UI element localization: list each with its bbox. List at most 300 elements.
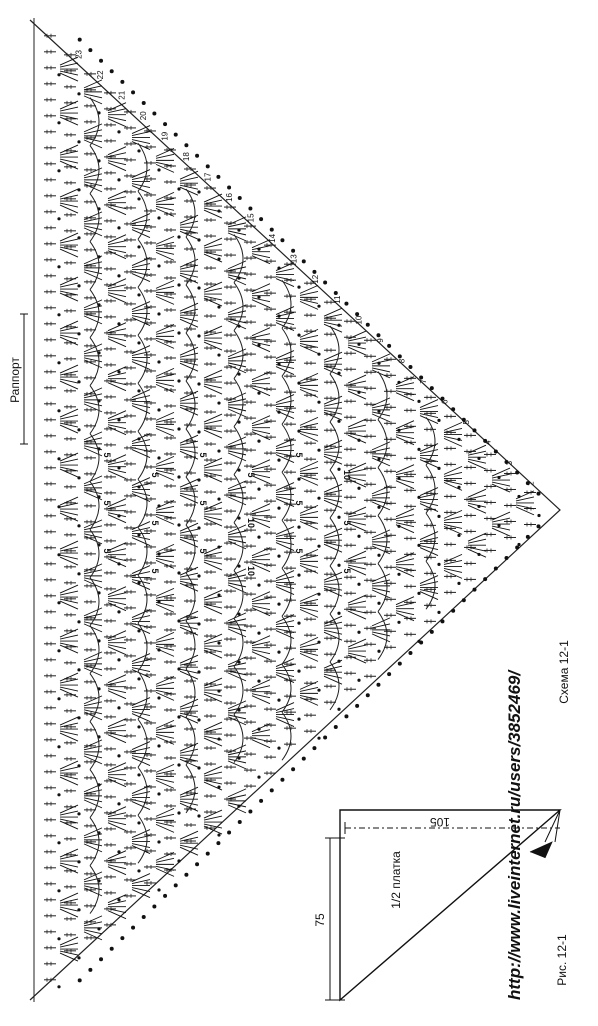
stitch-symbol <box>144 769 156 773</box>
stitch-symbol <box>64 709 81 720</box>
stitch-symbol <box>204 714 216 718</box>
shell-cluster <box>300 285 318 309</box>
stitch-symbol <box>164 788 176 792</box>
shell-cluster <box>348 595 366 619</box>
stitch-symbol <box>404 536 421 547</box>
chain-arch <box>186 429 195 477</box>
stitch-symbol <box>104 619 116 623</box>
shell-cluster <box>156 280 174 304</box>
edge-chain-dot <box>174 883 178 887</box>
stitch-symbol <box>304 441 321 452</box>
stitch-symbol <box>104 507 121 518</box>
row-number: 15 <box>246 213 256 223</box>
edge-chain-dot <box>248 207 252 211</box>
shell-cluster <box>60 321 78 345</box>
stitch-symbol <box>104 187 116 191</box>
stitch-symbol <box>104 267 121 278</box>
stitch-symbol <box>164 484 176 488</box>
stitch-symbol <box>104 699 121 710</box>
edge-chain-dot <box>174 133 178 137</box>
stitch-symbol <box>424 475 436 479</box>
edge-chain-dot <box>472 428 476 432</box>
edge-chain-dot <box>334 291 338 295</box>
repeat-marker <box>8 314 28 444</box>
stitch-symbol <box>244 768 261 779</box>
stitch-symbol <box>44 738 61 749</box>
edge-chain-dot <box>238 196 242 200</box>
stitch-symbol <box>44 626 56 630</box>
row-number: 11 <box>332 295 342 304</box>
stitch-symbol <box>104 363 121 374</box>
edge-chain-dot <box>302 757 306 761</box>
stitch-symbol <box>104 747 121 758</box>
stitch-symbol <box>64 581 76 585</box>
shell-cluster <box>156 412 174 436</box>
edge-chain-dot <box>483 577 487 581</box>
stitch-symbol <box>224 733 236 737</box>
stitch-symbol <box>304 665 316 669</box>
stitch-symbol <box>164 836 176 840</box>
stitch-symbol <box>384 437 396 441</box>
stitch-symbol <box>164 660 181 671</box>
stitch-symbol <box>44 898 56 902</box>
stitch-symbol <box>44 610 56 614</box>
edge-chain-dot <box>312 270 316 274</box>
stitch-symbol <box>104 123 121 134</box>
stitch-symbol <box>224 269 241 280</box>
stitch-symbol <box>204 442 221 453</box>
stitch-symbol <box>164 564 181 575</box>
edge-chain-dot <box>110 947 114 951</box>
stitch-symbol <box>264 323 276 327</box>
stitch-symbol <box>104 587 116 591</box>
chain-count-label: 5 <box>198 548 208 554</box>
chain-arch <box>186 717 195 765</box>
shell-cluster <box>132 610 150 634</box>
stitch-symbol <box>244 464 256 468</box>
stitch-symbol <box>304 489 321 500</box>
stitch-symbol <box>104 827 116 831</box>
stitch-symbol <box>104 347 116 351</box>
chain-arch <box>426 561 435 609</box>
stitch-symbol <box>104 523 116 527</box>
stitch-symbol <box>44 194 56 198</box>
stitch-symbol <box>104 139 116 143</box>
stitch-symbol <box>224 781 236 785</box>
edge-chain-dot <box>259 217 263 221</box>
stitch-symbol <box>324 556 341 567</box>
stitch-symbol <box>204 794 216 798</box>
stitch-symbol <box>204 266 216 270</box>
shell-cluster <box>156 808 174 832</box>
stitch-symbol <box>344 415 356 419</box>
edge-chain-dot <box>505 556 509 560</box>
stitch-symbol <box>324 460 341 471</box>
chain-arch <box>186 381 195 429</box>
edge-chain-dot <box>387 344 391 348</box>
stitch-symbol <box>224 381 236 385</box>
stitch-symbol <box>264 483 276 487</box>
stitch-symbol <box>44 578 56 582</box>
stitch-symbol <box>184 727 196 731</box>
stitch-symbol <box>44 226 56 230</box>
stitch-symbol <box>204 746 216 750</box>
shell-cluster <box>108 851 126 875</box>
edge-chain-dot <box>366 693 370 697</box>
shell-cluster <box>108 543 126 567</box>
stitch-symbol <box>44 690 61 701</box>
chain-arch <box>186 669 195 717</box>
stitch-symbol <box>244 528 261 539</box>
shell-cluster <box>204 194 222 218</box>
edge-chain-dot <box>344 714 348 718</box>
half-shawl-schematic <box>313 810 569 1000</box>
edge-chain-dot <box>440 619 444 623</box>
shell-cluster <box>108 719 126 743</box>
edge-chain-dot <box>302 259 306 263</box>
stitch-symbol <box>164 532 176 536</box>
stitch-symbol <box>464 497 481 508</box>
stitch-symbol <box>84 552 96 556</box>
stitch-symbol <box>364 546 381 557</box>
stitch-symbol <box>224 525 236 529</box>
stitch-symbol <box>104 875 116 879</box>
row-number: 8 <box>397 358 407 364</box>
stitch-symbol <box>304 457 316 461</box>
shell-cluster <box>108 191 126 215</box>
shell-cluster <box>228 789 246 813</box>
shell-cluster <box>324 660 342 684</box>
shell-cluster <box>204 722 222 746</box>
edge-chain-dot <box>526 535 530 539</box>
stitch-symbol <box>204 618 216 622</box>
shell-cluster <box>420 444 438 468</box>
edge-chain-dot <box>355 704 359 708</box>
stitch-symbol <box>344 495 356 499</box>
shell-cluster <box>468 533 486 557</box>
stitch-symbol <box>104 491 116 495</box>
edge-chain-dot <box>88 48 92 52</box>
stitch-symbol <box>184 679 196 683</box>
edge-chain-dot <box>280 778 284 782</box>
edge-chain-dot <box>344 302 348 306</box>
stitch-symbol <box>244 480 261 491</box>
stitch-symbol <box>64 933 76 937</box>
stitch-symbol <box>44 754 56 758</box>
stitch-symbol <box>264 275 276 279</box>
shell-cluster <box>60 673 78 697</box>
stitch-symbol <box>444 462 456 466</box>
stitch-symbol <box>104 891 121 902</box>
row-number: 18 <box>182 152 192 162</box>
edge-chain-dot <box>238 820 242 824</box>
stitch-symbol <box>124 702 136 706</box>
stitch-symbol <box>264 707 276 711</box>
stitch-symbol <box>264 403 281 414</box>
stitch-symbol <box>104 539 116 543</box>
stitch-symbol <box>444 574 461 585</box>
chain-count-label: 5 <box>294 452 304 458</box>
stitch-symbol <box>44 322 56 326</box>
edge-chain-dot <box>472 588 476 592</box>
stitch-symbol <box>44 674 56 678</box>
stitch-symbol <box>84 504 96 508</box>
stitch-symbol <box>264 675 276 679</box>
stitch-symbol <box>344 591 356 595</box>
edge-chain-dot <box>515 545 519 549</box>
stitch-symbol <box>124 558 136 562</box>
edge-chain-dot <box>120 80 124 84</box>
repeat-label: Раппорт <box>8 357 22 403</box>
stitch-symbol <box>244 544 256 548</box>
stitch-symbol <box>224 285 236 289</box>
stitch-symbol <box>264 259 281 270</box>
source-url: http://www.liveinternet.ru/users/3852469/ <box>505 670 524 1000</box>
shell-cluster <box>60 717 78 741</box>
stitch-symbol <box>484 452 496 456</box>
stitch-symbol <box>264 579 276 583</box>
chain-arch <box>234 571 243 619</box>
stitch-symbol <box>64 133 81 144</box>
shell-cluster <box>300 417 318 441</box>
stitch-symbol <box>144 865 156 869</box>
stitch-symbol <box>264 435 276 439</box>
stitch-symbol <box>124 206 136 210</box>
shell-cluster <box>492 512 510 536</box>
shell-cluster <box>228 261 246 285</box>
chain-arch <box>186 573 195 621</box>
shell-cluster <box>132 170 150 194</box>
shell-cluster <box>60 761 78 785</box>
stitch-symbol <box>504 503 516 507</box>
stitch-symbol <box>104 299 116 303</box>
stitch-symbol <box>124 606 136 610</box>
chain-arch <box>186 525 195 573</box>
stitch-symbol <box>224 477 236 481</box>
shell-cluster <box>60 365 78 389</box>
edge-chain-dot <box>216 841 220 845</box>
stitch-symbol <box>184 775 196 779</box>
stitch-symbol <box>64 661 81 672</box>
stitch-symbol <box>144 145 156 149</box>
stitch-symbol <box>344 527 361 538</box>
stitch-symbol <box>204 362 216 366</box>
shell-cluster <box>252 372 270 396</box>
stitch-symbol <box>504 487 521 498</box>
stitch-symbol <box>364 434 376 438</box>
shell-cluster <box>60 277 78 301</box>
stitch-symbol <box>244 704 256 708</box>
stitch-symbol <box>344 575 361 586</box>
chain-arch <box>282 664 291 712</box>
stitch-symbol <box>84 600 96 604</box>
stitch-symbol <box>104 763 116 767</box>
stitch-symbol <box>44 210 61 221</box>
stitch-symbol <box>404 456 416 460</box>
chain-arch <box>234 475 243 523</box>
shell-cluster <box>60 57 78 81</box>
stitch-symbol <box>144 241 156 245</box>
edge-chain-dot <box>195 154 199 158</box>
chain-count-label: 5 <box>342 568 352 574</box>
edge-chain-dot <box>99 59 103 63</box>
stitch-symbol <box>104 843 121 854</box>
stitch-symbol <box>344 447 356 451</box>
edge-chain-dot <box>163 122 167 126</box>
shell-cluster <box>60 101 78 125</box>
edge-chain-dot <box>430 386 434 390</box>
stitch-symbol <box>44 914 56 918</box>
shell-cluster <box>444 422 462 446</box>
shell-cluster <box>204 414 222 438</box>
shell-cluster <box>84 608 102 632</box>
stitch-symbol <box>364 610 376 614</box>
edge-chain-dot <box>216 175 220 179</box>
stitch-symbol <box>84 120 96 124</box>
shell-cluster <box>228 613 246 637</box>
edge-chain-dot <box>227 185 231 189</box>
edge-chain-dot <box>312 746 316 750</box>
row-number: 5 <box>461 420 471 425</box>
stitch-symbol <box>264 643 281 654</box>
chain-count-label: 5 <box>246 472 256 478</box>
stitch-symbol <box>64 213 76 217</box>
stitch-symbol <box>204 762 216 766</box>
shell-cluster <box>300 505 318 529</box>
chain-count-label: 5 <box>150 520 160 526</box>
chain-arch <box>234 619 243 667</box>
edge-chain-dot <box>451 407 455 411</box>
edge-chain-dot <box>227 831 231 835</box>
figure-caption: Рис. 12-1 <box>555 934 569 986</box>
edge-chain-dot <box>131 926 135 930</box>
shell-cluster <box>348 375 366 399</box>
stitch-symbol <box>424 523 436 527</box>
stitch-symbol <box>184 247 196 251</box>
stitch-symbol <box>304 585 321 596</box>
stitch-symbol <box>224 589 236 593</box>
edge-chain-dot <box>184 873 188 877</box>
stitch-symbol <box>224 509 241 520</box>
stitch-symbol <box>224 237 236 241</box>
stitch-symbol <box>144 337 156 341</box>
stitch-symbol <box>424 619 436 623</box>
stitch-symbol <box>504 519 516 523</box>
shell-cluster <box>348 419 366 443</box>
shell-cluster <box>420 400 438 424</box>
edge-chain-dot <box>131 90 135 94</box>
stitch-symbol <box>164 452 176 456</box>
stitch-symbol <box>324 348 336 352</box>
shell-cluster <box>180 567 198 591</box>
stitch-symbol <box>444 542 456 546</box>
stitch-symbol <box>44 546 61 557</box>
shell-cluster <box>108 895 126 919</box>
shell-cluster <box>60 189 78 213</box>
stitch-symbol <box>104 219 121 230</box>
stitch-symbol <box>304 713 316 717</box>
shell-cluster <box>180 215 198 239</box>
shell-cluster <box>156 236 174 260</box>
shell-cluster <box>396 465 414 489</box>
chain-count-label: 10 <box>246 565 256 577</box>
shell-cluster <box>180 523 198 547</box>
chain-arch <box>282 424 291 472</box>
stitch-symbol <box>204 538 221 549</box>
row-number: 19 <box>160 131 170 141</box>
stitch-symbol <box>464 481 476 485</box>
chart-outline <box>30 20 560 1000</box>
stitch-symbol <box>384 581 396 585</box>
stitch-symbol <box>204 410 216 414</box>
shell-cluster <box>108 147 126 171</box>
stitch-symbol <box>44 706 56 710</box>
stitch-symbol <box>144 817 156 821</box>
stitch-symbol <box>424 571 436 575</box>
stitch-symbol <box>344 639 356 643</box>
row-number: 17 <box>203 172 213 182</box>
shell-cluster <box>468 489 486 513</box>
shell-cluster <box>60 629 78 653</box>
edge-chain-dot <box>430 630 434 634</box>
stitch-symbol <box>424 395 436 399</box>
stitch-symbol <box>244 432 261 443</box>
stitch-symbol <box>204 490 221 501</box>
stitch-symbol <box>344 623 361 634</box>
stitch-layer <box>44 34 541 989</box>
stitch-symbol <box>364 594 381 605</box>
row-number: 4 <box>483 440 493 445</box>
stitch-symbol <box>84 456 96 460</box>
stitch-symbol <box>104 715 116 719</box>
stitch-symbol <box>264 499 281 510</box>
edge-chain-dot <box>270 228 274 232</box>
stitch-symbol <box>44 434 56 438</box>
stitch-symbol <box>124 462 136 466</box>
chain-arch <box>186 333 195 381</box>
edge-chain-dot <box>195 862 199 866</box>
stitch-symbol <box>304 409 316 413</box>
stitch-symbol <box>64 789 76 793</box>
shell-cluster <box>108 367 126 391</box>
shell-cluster <box>132 874 150 898</box>
chain-arch <box>282 616 291 664</box>
shell-cluster <box>228 657 246 681</box>
stitch-symbol <box>164 404 176 408</box>
stitch-symbol <box>164 708 181 719</box>
stitch-symbol <box>44 850 56 854</box>
stitch-symbol <box>204 666 216 670</box>
stitch-symbol <box>104 475 116 479</box>
shell-cluster <box>60 893 78 917</box>
stitch-symbol <box>324 700 341 711</box>
stitch-symbol <box>344 543 356 547</box>
stitch-symbol <box>364 578 376 582</box>
row-number-layer <box>75 49 536 485</box>
shell-cluster <box>132 698 150 722</box>
stitch-symbol <box>44 354 61 365</box>
edge-chain-dot <box>163 894 167 898</box>
stitch-symbol <box>244 672 261 683</box>
stitch-symbol <box>244 640 256 644</box>
stitch-symbol <box>464 513 476 517</box>
stitch-symbol <box>44 802 56 806</box>
row-number: 7 <box>418 379 428 384</box>
stitch-symbol <box>224 557 241 568</box>
edge-chain-dot <box>78 38 82 42</box>
stitch-symbol <box>64 181 81 192</box>
shell-cluster <box>60 497 78 521</box>
